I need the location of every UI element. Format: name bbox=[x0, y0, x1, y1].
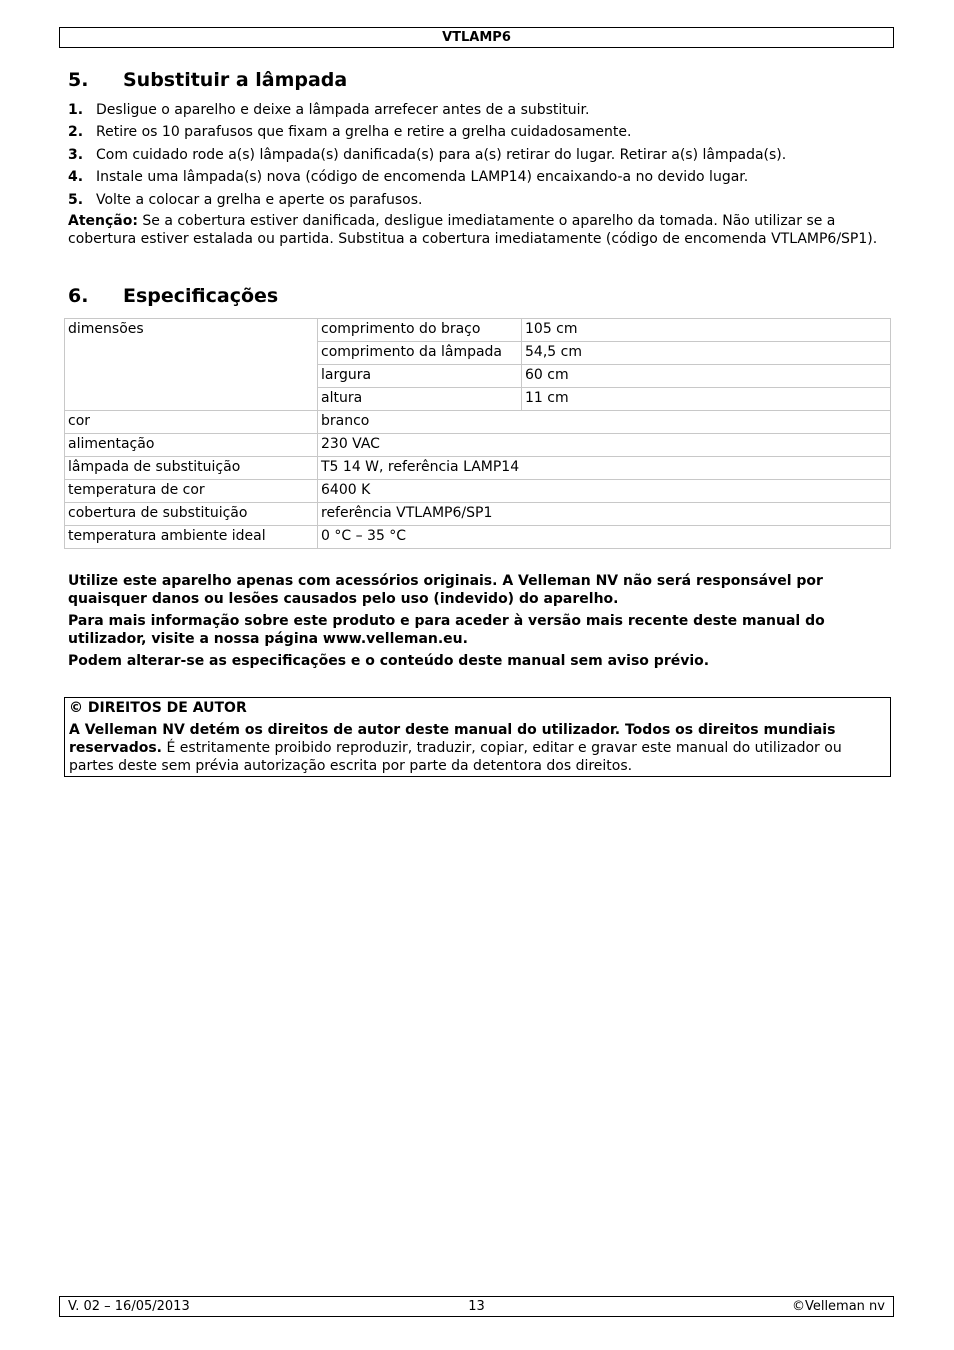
note-spec-changes: Podem alterar-se as especificações e o conteúdo deste manual sem aviso prévio. bbox=[68, 653, 710, 669]
dimensions-label: dimensões bbox=[65, 319, 318, 411]
specifications-table bbox=[64, 318, 891, 549]
table-row: altura 11 cm bbox=[65, 388, 891, 411]
list-item: 1. Desligue o aparelho e deixe a lâmpada arrefecer antes de a substituir. bbox=[68, 102, 590, 118]
replacement-steps bbox=[68, 100, 888, 212]
section-5-heading bbox=[68, 68, 347, 92]
table-row: alimentação 230 VAC bbox=[65, 434, 891, 457]
table-row: cor branco bbox=[65, 411, 891, 434]
footer-version: V. 02 – 16/05/2013 bbox=[68, 1299, 190, 1314]
warning-text: Se a cobertura estiver danificada, desligue imediatamente o aparelho da tomada. Não utilizar se a cobertura estiver estalada ou partida. Substitua a cobertura imediatamente (código de encomenda VTLAMP6/SP1). bbox=[68, 213, 878, 247]
copyright-title: © DIREITOS DE AUTOR bbox=[69, 700, 247, 716]
warning-label: Atenção: bbox=[68, 213, 138, 229]
notes-block bbox=[68, 572, 890, 674]
list-item: 5. Volte a colocar a grelha e aperte os parafusos. bbox=[68, 191, 423, 208]
note-original-accessories: Utilize este aparelho apenas com acessórios originais. A Velleman NV não será responsável por quaisquer danos ou lesões causados pelo uso (indevido) do aparelho. bbox=[68, 573, 823, 607]
footer-company: ©Velleman nv bbox=[791, 1299, 885, 1314]
section-6-title: Especificações bbox=[123, 285, 279, 307]
list-item: 3. Com cuidado rode a(s) lâmpada(s) danificada(s) para a(s) retirar do lugar. Retirar a(s) lâmpada(s). bbox=[68, 146, 787, 163]
page-footer bbox=[59, 1296, 894, 1317]
table-row: comprimento da lâmpada 54,5 cm bbox=[65, 342, 891, 365]
section-5-number: 5. bbox=[68, 69, 89, 91]
header-title: VTLAMP6 bbox=[442, 30, 511, 45]
section-5-title: Substituir a lâmpada bbox=[123, 69, 348, 91]
table-row: cobertura de substituição referência VTLAMP6/SP1 bbox=[65, 503, 891, 526]
copyright-bold-text: A Velleman NV detém os direitos de autor deste manual do utilizador. Todos os direitos mundiais reservados. bbox=[69, 722, 836, 756]
table-row: dimensões comprimento do braço 105 cm bbox=[65, 319, 891, 342]
copyright-body bbox=[69, 721, 886, 775]
section-6-number: 6. bbox=[68, 285, 89, 307]
table-row: temperatura de cor 6400 K bbox=[65, 480, 891, 503]
section-6-heading bbox=[68, 284, 278, 308]
list-item: 2. Retire os 10 parafusos que fixam a grelha e retire a grelha cuidadosamente. bbox=[68, 124, 632, 141]
copyright-text: É estritamente proibido reproduzir, traduzir, copiar, editar e gravar este manual do utilizador ou partes deste sem prévia autorização escrita por parte da detentora dos direitos. bbox=[69, 740, 842, 774]
table-row: largura 60 cm bbox=[65, 365, 891, 388]
table-row: temperatura ambiente ideal 0 °C – 35 °C bbox=[65, 526, 891, 549]
copyright-box bbox=[64, 697, 891, 777]
page-header bbox=[59, 27, 894, 48]
warning-paragraph bbox=[68, 213, 890, 248]
list-item: 4. Instale uma lâmpada(s) nova (código de encomenda LAMP14) encaixando-a no devido lugar. bbox=[68, 169, 749, 186]
table-row: lâmpada de substituição T5 14 W, referência LAMP14 bbox=[65, 457, 891, 480]
footer-page-number: 13 bbox=[468, 1299, 485, 1314]
note-more-info: Para mais informação sobre este produto e para aceder à versão mais recente deste manual do utilizador, visite a nossa página www.velleman.eu. bbox=[68, 613, 825, 647]
